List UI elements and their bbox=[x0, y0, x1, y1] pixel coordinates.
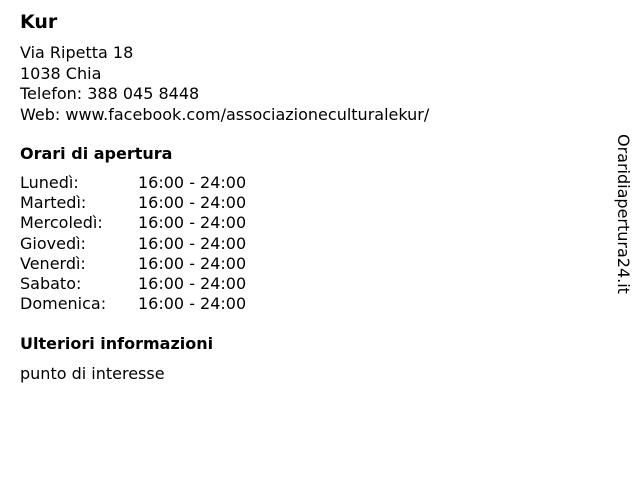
more-info-heading: Ulteriori informazioni bbox=[20, 334, 214, 353]
street-address: Via Ripetta 18 bbox=[20, 43, 134, 62]
phone-number: Telefon: 388 045 8448 bbox=[20, 84, 200, 103]
hours-day: Lunedì: bbox=[20, 173, 79, 192]
hours-day: Venerdì: bbox=[20, 253, 86, 273]
hours-time: 16:00 - 24:00 bbox=[138, 173, 247, 192]
city: 1038 Chia bbox=[20, 63, 102, 83]
hours-time: 16:00 - 24:00 bbox=[138, 233, 247, 253]
website-link[interactable]: Web: www.facebook.com/associazioneculturalekur/ bbox=[20, 104, 430, 124]
hours-day: Giovedì: bbox=[20, 233, 86, 253]
hours-row bbox=[20, 173, 280, 193]
business-name: Kur bbox=[20, 11, 58, 33]
hours-day: Domenica: bbox=[20, 294, 107, 314]
hours-row bbox=[20, 234, 280, 254]
hours-row bbox=[20, 254, 280, 274]
hours-time: 16:00 - 24:00 bbox=[138, 213, 247, 233]
hours-time: 16:00 - 24:00 bbox=[138, 193, 247, 213]
hours-time: 16:00 - 24:00 bbox=[138, 273, 247, 293]
hours-time: 16:00 - 24:00 bbox=[138, 253, 247, 273]
hours-day: Mercoledì: bbox=[20, 213, 103, 233]
address-block bbox=[20, 43, 429, 125]
hours-time: 16:00 - 24:00 bbox=[138, 294, 247, 314]
opening-hours-table bbox=[20, 173, 280, 314]
hours-row bbox=[20, 213, 280, 233]
more-info-text: punto di interesse bbox=[20, 364, 165, 383]
opening-hours-heading: Orari di apertura bbox=[20, 144, 173, 163]
hours-day: Martedì: bbox=[20, 193, 87, 213]
hours-row bbox=[20, 274, 280, 294]
hours-day: Sabato: bbox=[20, 273, 82, 293]
hours-row bbox=[20, 294, 280, 314]
site-watermark: Oraridiapertura24.it bbox=[614, 134, 633, 294]
hours-row bbox=[20, 193, 280, 213]
